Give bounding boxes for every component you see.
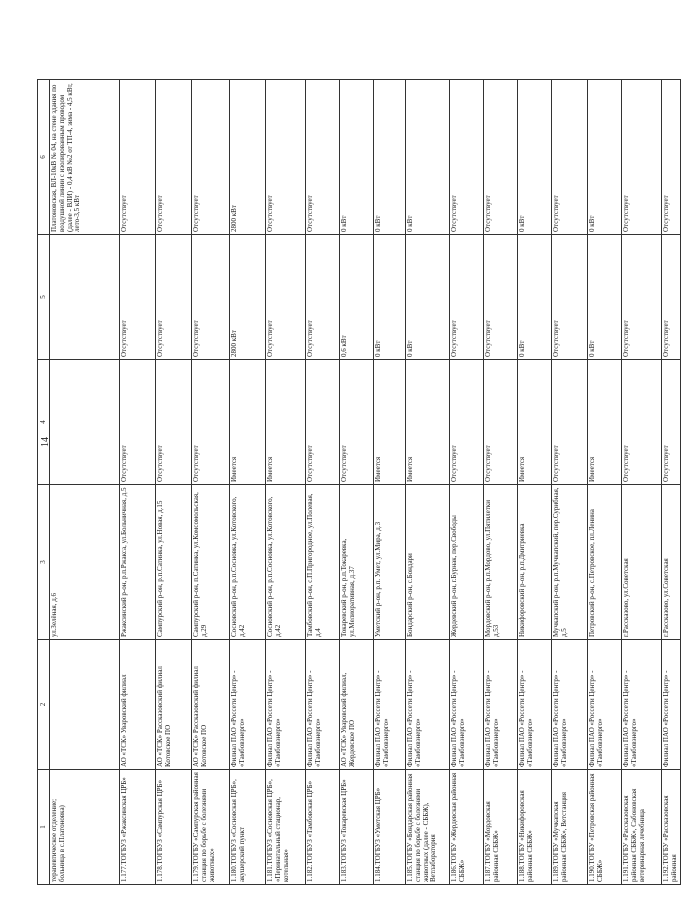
table-cell-col-5: Отсутствует	[266, 235, 306, 360]
table-cell-col-6: 0 кВт	[588, 80, 622, 235]
table-cell-col-1: 1.183.ТОГБУЗ «Токаревская ЦРБ»	[340, 770, 374, 885]
table-cell-col-4: Имеется	[518, 360, 552, 485]
table-cell-col-5: 0 кВт	[588, 235, 622, 360]
table-cell-col-3: Петровский р-он, с.Петровское, пл.Ленина	[588, 485, 622, 640]
table-cell-col-5: 0 кВт	[374, 235, 406, 360]
table-cell-col-3: Тамбовский р-он, с.П.Пригородное, ул.Полевая, д.4	[306, 485, 340, 640]
table-row	[230, 80, 266, 885]
table-cell-col-4: Имеется	[588, 360, 622, 485]
table-row	[588, 80, 622, 885]
table-cell-col-4: Отсутствует	[120, 360, 156, 485]
table-cell-col-5: Отсутствует	[552, 235, 588, 360]
table-cell-col-2: АО «ТСК» Уваровский филиал, Жердевское ПО	[340, 640, 374, 770]
table-cell-col-6: 2800 кВт	[230, 80, 266, 235]
table-cell-col-5: Отсутствует	[120, 235, 156, 360]
table-cell-col-1: 1.191.ТОГБУ «Рассказовская районная СББЖ», Сабоновская ветеринарная лечебница	[622, 770, 662, 885]
table-cell-col-2: Филиал ПАО «Россети Центр» - «Тамбовэнерго»	[374, 640, 406, 770]
table-cell-col-3: г.Рассказово, ул.Советская	[622, 485, 662, 640]
table-cell-col-5: Отсутствует	[306, 235, 340, 360]
table-row	[306, 80, 340, 885]
table-cell-col-1: 1.186.ТОГБУ «Жердевская районная СББЖ»	[450, 770, 484, 885]
table-cell-col-2: Филиал ПАО «Россети Центр» - «Тамбовэнерго»	[306, 640, 340, 770]
table-cell-col-6: 0 кВт	[340, 80, 374, 235]
table-cell-col-5: Отсутствует	[156, 235, 192, 360]
table-cell-col-1: 1.190.ТОГБУ «Петровская районная СББЖ»	[588, 770, 622, 885]
table-row	[192, 80, 230, 885]
table-cell-col-2	[50, 640, 120, 770]
table-cell-col-3: Никифоровский р-он, р.п.Дмитриевка	[518, 485, 552, 640]
rotated-table-container	[37, 80, 678, 885]
table-cell-col-4: Отсутствует	[622, 360, 662, 485]
table-cell-col-3: Сампурский р-он, р.п.Сатинка, ул.Новая, д.15	[156, 485, 192, 640]
table-cell-col-4: Отсутствует	[662, 360, 681, 485]
table-cell-col-5: 2800 кВт	[230, 235, 266, 360]
table-cell-col-4: Отсутствует	[552, 360, 588, 485]
table-cell-col-6: Отсутствует	[266, 80, 306, 235]
table-cell-col-3: Ржаксинский р-он, р.п.Ржакса, ул.Больничная, д.5	[120, 485, 156, 640]
table-cell-col-3: Сосновский р-он, р.п.Сосновка, ул.Котовского, д.42	[266, 485, 306, 640]
table-cell-col-5: Отсутствует	[450, 235, 484, 360]
table-cell-col-6: 0 кВт	[374, 80, 406, 235]
page-number: 14	[40, 437, 51, 447]
table-cell-col-2: Филиал ПАО «Россети Центр» - «Тамбовэнерго»	[622, 640, 662, 770]
table-cell-col-1: 1.177.ТОГБУЗ «Ржаксинская ЦРБ»	[120, 770, 156, 885]
table-cell-col-4: Отсутствует	[306, 360, 340, 485]
column-number-4: 4	[38, 360, 50, 485]
table-cell-col-1: 1.188.ТОГБУ «Никифоровская районная СББЖ»	[518, 770, 552, 885]
table-cell-col-4: Отсутствует	[340, 360, 374, 485]
table-cell-col-2: Филиал ПАО «Россети Центр» - «Тамбовэнерго»	[406, 640, 450, 770]
table-cell-col-6: Отсутствует	[450, 80, 484, 235]
table-cell-col-5: 0,6 кВт	[340, 235, 374, 360]
table-header-row	[38, 80, 50, 885]
table-cell-col-1: терапевтическое отделение; больница в с.Платоновка)	[50, 770, 120, 885]
table-cell-col-5	[50, 235, 120, 360]
table-cell-col-1: 1.189.ТОГБУ «Мучкапская районная СББЖ», Ветстанция	[552, 770, 588, 885]
table-cell-col-3: г.Рассказово, ул.Советская	[662, 485, 681, 640]
table-cell-col-2: АО «ТСК» Рассказовский филиал Котовское ПО	[192, 640, 230, 770]
table-cell-col-1: 1.184.ТОГБУЗ «Уметская ЦРБ»	[374, 770, 406, 885]
table-cell-col-3: Жердевский р-он, г.Бурнак, пер.Свободы	[450, 485, 484, 640]
column-number-1: 1	[38, 770, 50, 885]
table-cell-col-2: Филиал ПАО «Россети Центр» - «Тамбовэнерго»	[518, 640, 552, 770]
table-row	[50, 80, 120, 885]
table-cell-col-6: Отсутствует	[156, 80, 192, 235]
table-cell-col-5: Отсутствует	[192, 235, 230, 360]
table-row	[120, 80, 156, 885]
table-row	[662, 80, 681, 885]
table-cell-col-4: Отсутствует	[484, 360, 518, 485]
table-cell-col-1: 1.192.ТОГБУ «Рассказовская районная	[662, 770, 681, 885]
table-cell-col-1: 1.185.ТОГБУ «Бондарская районная станция по борьбе с болезнями животных (далее - СББЖ), Ветлаборатория	[406, 770, 450, 885]
table-row	[266, 80, 306, 885]
table-cell-col-3: Мучкапский р-он, р.п.Мучкапский, пер.Сурибная, д.5	[552, 485, 588, 640]
table-cell-col-3: Бондарский р-он, с.Бондари	[406, 485, 450, 640]
table-cell-col-2: Филиал ПАО «Россети Центр» - «Тамбовэнерго»	[230, 640, 266, 770]
table-cell-col-6: Отсутствует	[622, 80, 662, 235]
table-cell-col-3: Сосновский р-он, р.п.Сосновка, ул.Котовского, д.42	[230, 485, 266, 640]
table-cell-col-6: Отсутствует	[662, 80, 681, 235]
table-cell-col-6: Отсутствует	[192, 80, 230, 235]
table-cell-col-2: Филиал ПАО «Россети Центр» - «Тамбовэнерго»	[588, 640, 622, 770]
table-cell-col-4: Отсутствует	[450, 360, 484, 485]
table-row	[406, 80, 450, 885]
table-cell-col-5: Отсутствует	[484, 235, 518, 360]
table-cell-col-4: Отсутствует	[192, 360, 230, 485]
table-cell-col-3: Мордовский р-он, р.п.Мордово, ул.Пятилетки д.53	[484, 485, 518, 640]
table-cell-col-6: Отсутствует	[306, 80, 340, 235]
table-cell-col-1: 1.179.ТОГБУ «Сампурская районная станция по борьбе с болезнями животных»	[192, 770, 230, 885]
table-cell-col-3: Уметский р-он, р.п. Умет, ул.Мира, д.3	[374, 485, 406, 640]
table-cell-col-5: 0 кВт	[518, 235, 552, 360]
table-cell-col-2: Филиал ПАО «Россети Центр» - «Тамбовэнерго»	[266, 640, 306, 770]
column-number-2: 2	[38, 640, 50, 770]
table-cell-col-6: 0 кВт	[406, 80, 450, 235]
table-cell-col-2: АО «ТСК» Рассказовский филиал Котовское ПО	[156, 640, 192, 770]
column-number-6: 6	[38, 80, 50, 235]
column-number-3: 3	[38, 485, 50, 640]
table-cell-col-1: 1.187.ТОГБУ «Мордовская районная СББЖ»	[484, 770, 518, 885]
table-row	[374, 80, 406, 885]
table-cell-col-5: 0 кВт	[406, 235, 450, 360]
table-cell-col-3: ул.Зелёная, д.6	[50, 485, 120, 640]
table-cell-col-2: Филиал ПАО «Россети Центр» - «Тамбовэнерго»	[552, 640, 588, 770]
table-row	[484, 80, 518, 885]
table-cell-col-1: 1.178.ТОГБУЗ «Сампурская ЦРБ»	[156, 770, 192, 885]
table-cell-col-5: Отсутствует	[662, 235, 681, 360]
table-cell-col-1: 1.182.ТОГБУЗ «Тамбовская ЦРБ»	[306, 770, 340, 885]
table-cell-col-4: Отсутствует	[156, 360, 192, 485]
table-row	[518, 80, 552, 885]
table-cell-col-4	[50, 360, 120, 485]
table-cell-col-2: Филиал ПАО «Россети Центр» -	[662, 640, 681, 770]
table-body	[50, 80, 681, 885]
table-cell-col-2: АО «ТСК» Уваровский филиал	[120, 640, 156, 770]
table-row	[450, 80, 484, 885]
table-cell-col-6: Отсутствует	[552, 80, 588, 235]
table-cell-col-6: Отсутствует	[484, 80, 518, 235]
infrastructure-table	[37, 79, 681, 885]
table-cell-col-2: Филиал ПАО «Россети Центр» - «Тамбовэнерго»	[450, 640, 484, 770]
table-cell-col-3: Сампурский р-он, п.Сатинка, ул.Комсомольская, д.29	[192, 485, 230, 640]
table-cell-col-6: Платоновская, ВЛ-10кВ № 04, на стене здания по воздушной линии с изолированным проводом (далее - ВЛИ) - 0,4 кВ №2 от ТП-4, зима - 4,5 кВт, лето-3,5 кВт	[50, 80, 120, 235]
table-row	[156, 80, 192, 885]
page-number-strip	[0, 0, 51, 905]
table-cell-col-4: Имеется	[374, 360, 406, 485]
table-cell-col-5: Отсутствует	[622, 235, 662, 360]
table-row	[340, 80, 374, 885]
table-cell-col-4: Имеется	[230, 360, 266, 485]
table-cell-col-3: Токаревский р-он, р.п.Токаревка, ул.Мелиоративная, д.37	[340, 485, 374, 640]
table-cell-col-2: Филиал ПАО «Россети Центр» - «Тамбовэнерго»	[484, 640, 518, 770]
table-row	[552, 80, 588, 885]
table-cell-col-4: Имеется	[406, 360, 450, 485]
table-cell-col-4: Имеется	[266, 360, 306, 485]
table-row	[622, 80, 662, 885]
table-cell-col-1: 1.180.ТОГБУЗ «Сосновская ЦРБ», акушерский пункт	[230, 770, 266, 885]
table-cell-col-1: 1.181.ТОГБУЗ «Сосновская ЦРБ», «Перинатальный стационар, котельная»	[266, 770, 306, 885]
column-number-5: 5	[38, 235, 50, 360]
table-cell-col-6: 0 кВт	[518, 80, 552, 235]
table-cell-col-6: Отсутствует	[120, 80, 156, 235]
